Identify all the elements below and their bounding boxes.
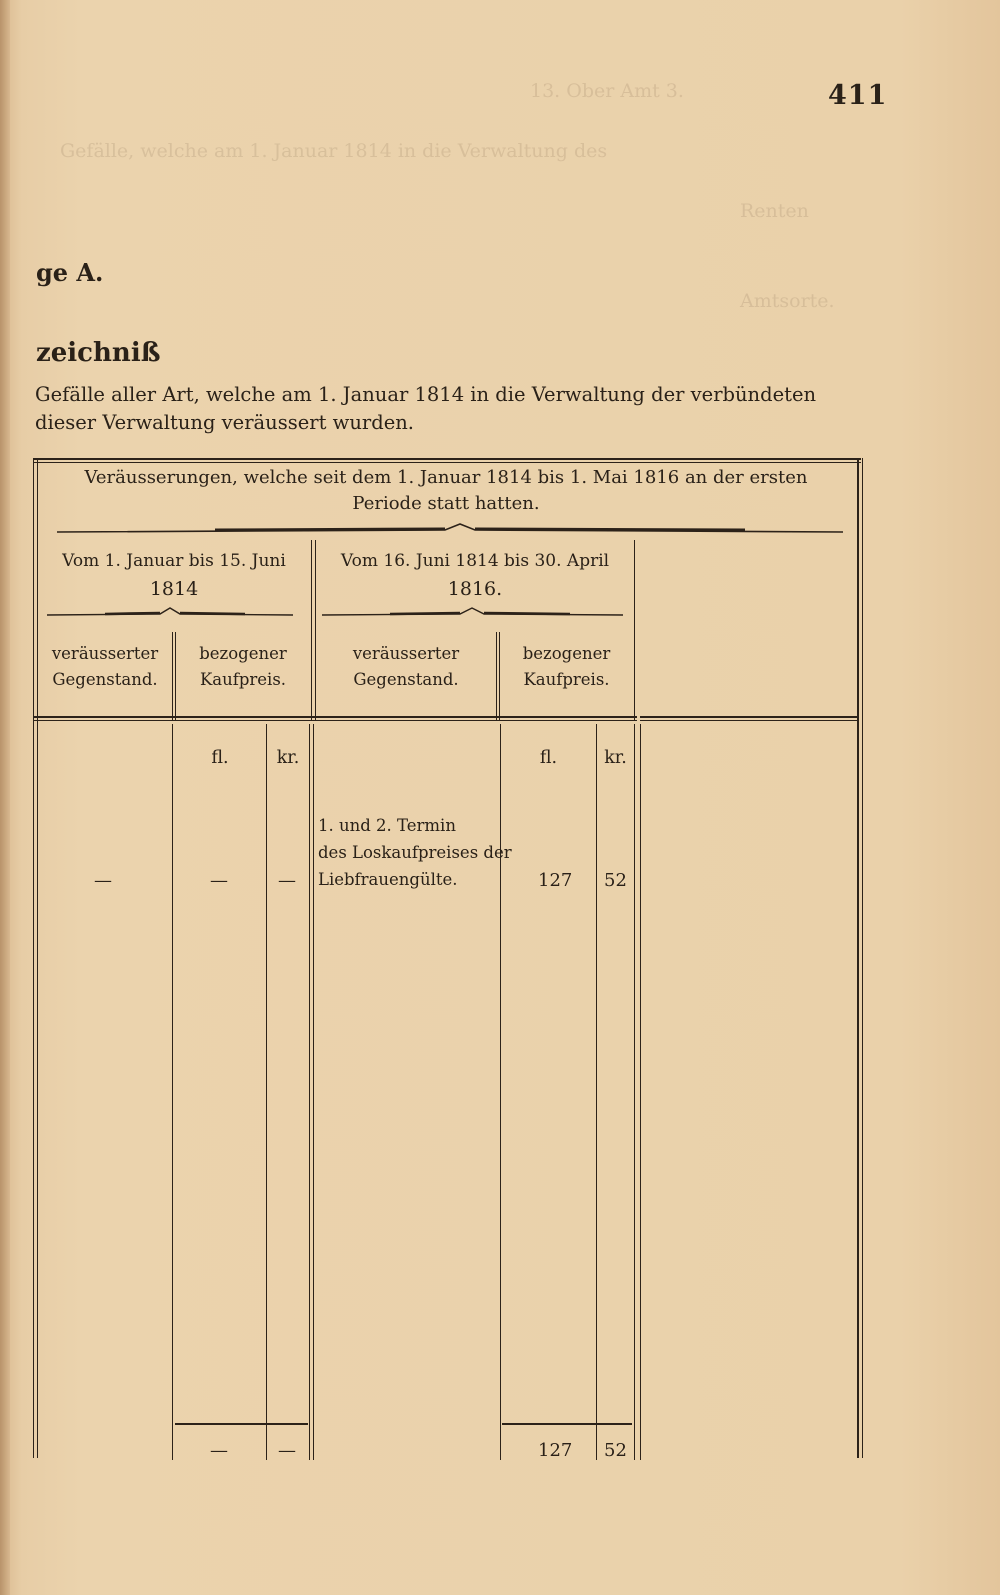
period-2-kr: 52	[604, 870, 627, 891]
unit-fl: fl.	[211, 748, 229, 768]
total-rule	[502, 1423, 632, 1425]
col-price-header: Kaufpreis.	[199, 670, 287, 689]
divider-period-end	[634, 540, 635, 720]
col-object-header: Gegenstand.	[52, 670, 158, 689]
table-left-rule-inner	[37, 458, 38, 1458]
period-2-object: 1. und 2. Termin	[318, 816, 456, 835]
unit-kr: kr.	[276, 748, 300, 768]
body-divider-fl-kr	[266, 724, 267, 1460]
header-bottom-rule	[640, 716, 857, 718]
period-2-year: 1816.	[447, 578, 503, 600]
total-rule	[175, 1423, 308, 1425]
divider-column	[175, 632, 176, 720]
period-1-year: 1814	[149, 578, 199, 600]
total-p1-kr: —	[278, 1440, 296, 1461]
table-top-rule-thin	[33, 462, 861, 463]
total-p1-fl: —	[210, 1440, 228, 1461]
total-p2-kr: 52	[604, 1440, 627, 1461]
body-divider-fl-kr	[596, 724, 597, 1460]
main-header-line: Veräusserungen, welche seit dem 1. Januar 1814 bis 1. Mai 1816 an der ersten	[84, 467, 808, 488]
header-bottom-rule-thin	[33, 720, 637, 721]
period-1-object: —	[94, 870, 112, 891]
body-divider	[500, 724, 501, 1460]
bleed-through: 13. Ober Amt 3.	[530, 80, 684, 102]
heading-title: zeichniß	[36, 338, 161, 368]
divider-column	[496, 632, 497, 720]
col-object-header: Gegenstand.	[353, 670, 459, 689]
main-header-line: Periode statt hatten.	[352, 493, 540, 514]
unit-kr: kr.	[604, 748, 627, 768]
divider-period	[311, 540, 312, 720]
body-divider	[640, 724, 641, 1460]
period-1-brace	[45, 604, 295, 618]
period-2-fl: 127	[538, 870, 573, 891]
body-divider	[313, 724, 314, 1460]
heading-fragment: ge A.	[36, 258, 104, 287]
period-2-object: Liebfrauengülte.	[318, 870, 458, 889]
period-1-fl: —	[210, 870, 228, 891]
table-left-rule	[33, 458, 34, 1458]
description-line: dieser Verwaltung veräussert wurden.	[35, 411, 414, 434]
body-divider	[172, 724, 173, 1460]
col-object-header: veräusserter	[51, 644, 159, 663]
period-1-header: Vom 1. Januar bis 15. Juni	[62, 551, 286, 571]
description-line: Gefälle aller Art, welche am 1. Januar 1814 in die Verwaltung der verbündeten	[35, 383, 817, 406]
divider-column	[499, 632, 500, 720]
divider-column	[172, 632, 173, 720]
body-divider	[634, 724, 635, 1460]
header-bottom-rule-thin	[640, 720, 857, 721]
total-p2-fl: 127	[538, 1440, 573, 1461]
period-2-header: Vom 16. Juni 1814 bis 30. April	[340, 551, 610, 571]
book-spine-shadow	[0, 0, 10, 1595]
bleed-through: Amtsorte.	[740, 290, 835, 312]
unit-fl: fl.	[539, 748, 558, 768]
table-right-rule	[857, 458, 859, 1458]
col-price-header: bezogener	[522, 644, 611, 663]
col-object-header: veräusserter	[352, 644, 460, 663]
period-2-object: des Loskaufpreises der	[318, 843, 512, 862]
divider-period	[315, 540, 316, 720]
bleed-through: Gefälle, welche am 1. Januar 1814 in die Verwaltung des	[60, 140, 608, 162]
bleed-through: Renten	[740, 200, 809, 222]
period-1-kr: —	[278, 870, 296, 891]
body-divider	[309, 724, 310, 1460]
period-2-brace	[320, 604, 625, 618]
header-brace	[55, 522, 845, 536]
col-price-header: bezogener	[199, 644, 287, 663]
table-top-rule	[33, 458, 861, 460]
table-right-rule-outer	[862, 458, 863, 1458]
col-price-header: Kaufpreis.	[523, 670, 610, 689]
page-number: 411	[828, 80, 888, 111]
header-bottom-rule	[33, 716, 637, 718]
